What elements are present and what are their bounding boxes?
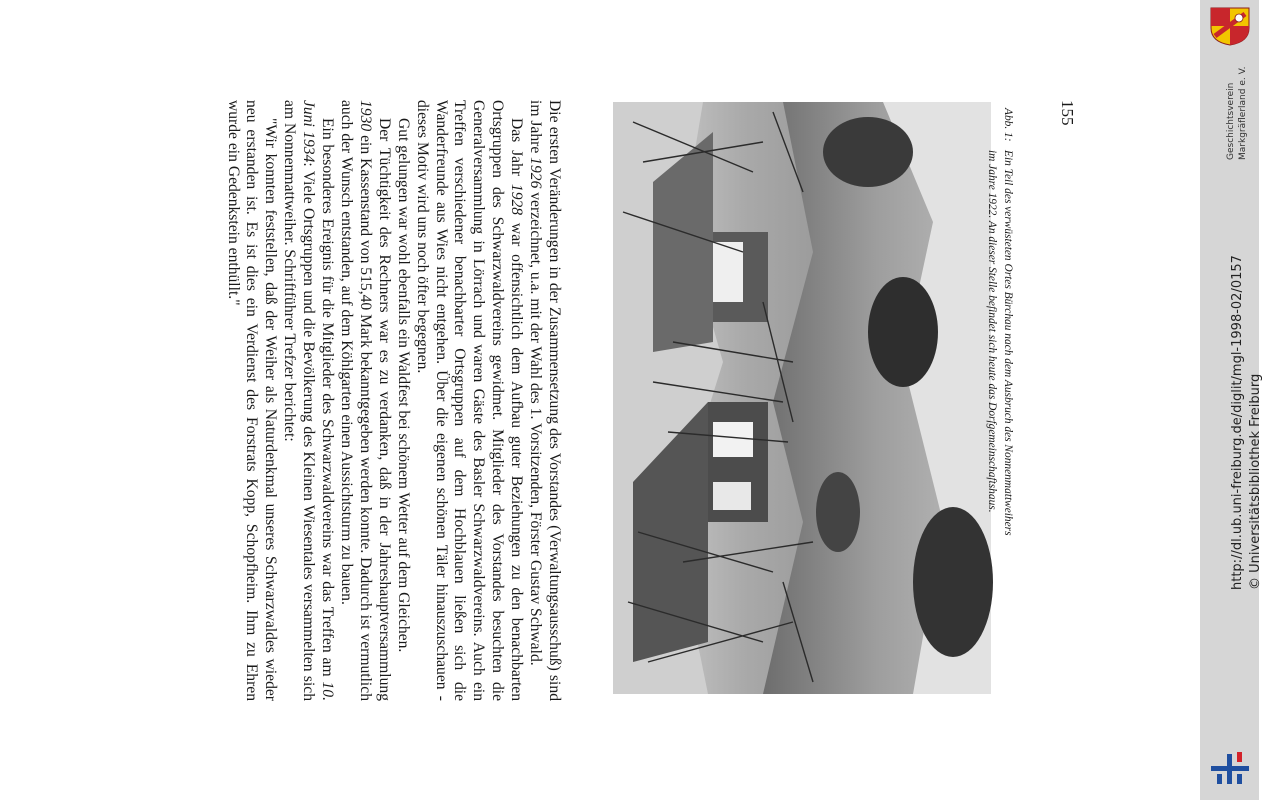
copyright-notice: © Universitätsbibliothek Freiburg: [1248, 373, 1263, 590]
emphasized-date: 1928: [508, 183, 526, 216]
caption-label: Abb. 1:: [1002, 108, 1014, 142]
paragraph-text: Gut gelungen war wohl ebenfalls ein Waldfest bei schönem Wetter auf dem Gleichen.: [394, 118, 412, 653]
body-paragraph: [525, 100, 563, 701]
society-name-line-1: Geschichtsverein: [1226, 82, 1236, 160]
paragraph-text: Der Tüchtigkeit des Rechners war es zu verdanken, daß in der Jahreshauptversammlung: [375, 118, 393, 701]
emphasized-date: 10. Juni 1934: [300, 100, 337, 701]
paragraph-text: : Viele Ortsgruppen und die Bevölkerung des Kleinen Wiesentales versammelten sich am Nonnenmattweiher. Schriftführer Trefzer berichtet:: [281, 100, 318, 701]
body-paragraph: [279, 100, 336, 701]
photo-caption: [955, 108, 1015, 698]
society-name-line-2: Markgräflerland e. V.: [1238, 66, 1248, 160]
body-paragraph: [336, 100, 393, 701]
paragraph-text: ein Kassenstand von 515,40 Mark bekanntgegeben werden konnte. Dadurch ist vermutlich auch der Wunsch entstanden, auf dem Köhlgarten einen Aussichtsturm zu bauen.: [338, 100, 374, 701]
body-paragraph: [393, 100, 412, 701]
article-body-text: [103, 100, 563, 701]
library-logo-icon: [1207, 748, 1253, 788]
body-paragraph: [223, 100, 280, 701]
paragraph-text: Die ersten Veränderungen in der Zusammensetzung des Vorstandes (Verwaltungsausschuß) sind im Jahre: [527, 100, 563, 701]
page-number-text: 155: [1058, 100, 1077, 126]
page-number: [1055, 100, 1085, 140]
paragraph-text: Ein besonderes Ereignis für die Mitglieder des Schwarzwaldvereins war das Treffen am: [319, 118, 337, 682]
body-paragraph: [412, 100, 525, 701]
caption-line-2: im Jahre 1922. An dieser Stelle befindet sich heute das Dorfgemeinschaftshaus.: [986, 150, 999, 513]
caption-line-1: Ein Teil des verwüsteten Ortes Bürchau nach dem Ausbruch des Nonnenmattweihers: [1002, 150, 1014, 536]
paragraph-text: Das Jahr: [508, 118, 526, 184]
paragraph-text: "Wir konnten feststellen, daß der Weiher als Naturdenkmal unseres Schwarzwaldes wieder neu erstanden ist. Es ist dies ein Verdienst des Forstrats Kopp, Schopfheim. Ihm zu Ehren wurde ein Gedenkstein enthüllt.": [224, 100, 280, 701]
emphasized-date: 1926: [527, 157, 545, 189]
historical-photo: [613, 102, 991, 694]
source-url-link[interactable]: http://dl.ub.uni-freiburg.de/diglit/mgl-1998-02/0157: [1230, 255, 1245, 590]
paragraph-text: verzeichnet, u.a. mit der Wahl des 1. Vorsitzenden, Förster Gustav Schwald.: [527, 188, 545, 666]
emphasized-date: 1930: [356, 100, 374, 132]
society-crest-icon: [1207, 6, 1253, 46]
paragraph-text: war offensichtlich dem Aufbau guter Beziehungen zu den benachbarten Ortsgruppen des Schwarzwaldvereins gewidmet. Mitglieder des Vorstandes besuchten die Generalversammlung in Lörrach und waren Gäste des Basler Schwarzwaldvereins. Auch ein Treffen verschiedener benachbarter Ortsgruppen auf dem Hochblauen ließen sich die Wanderfreunde aus Wies nicht entgehen. Über die eigenen schönen Täler hinauszuschauen - dieses Motiv wird uns noch öfter begegnen.: [413, 100, 526, 701]
flood-damage-photo-illustration: [613, 102, 991, 694]
